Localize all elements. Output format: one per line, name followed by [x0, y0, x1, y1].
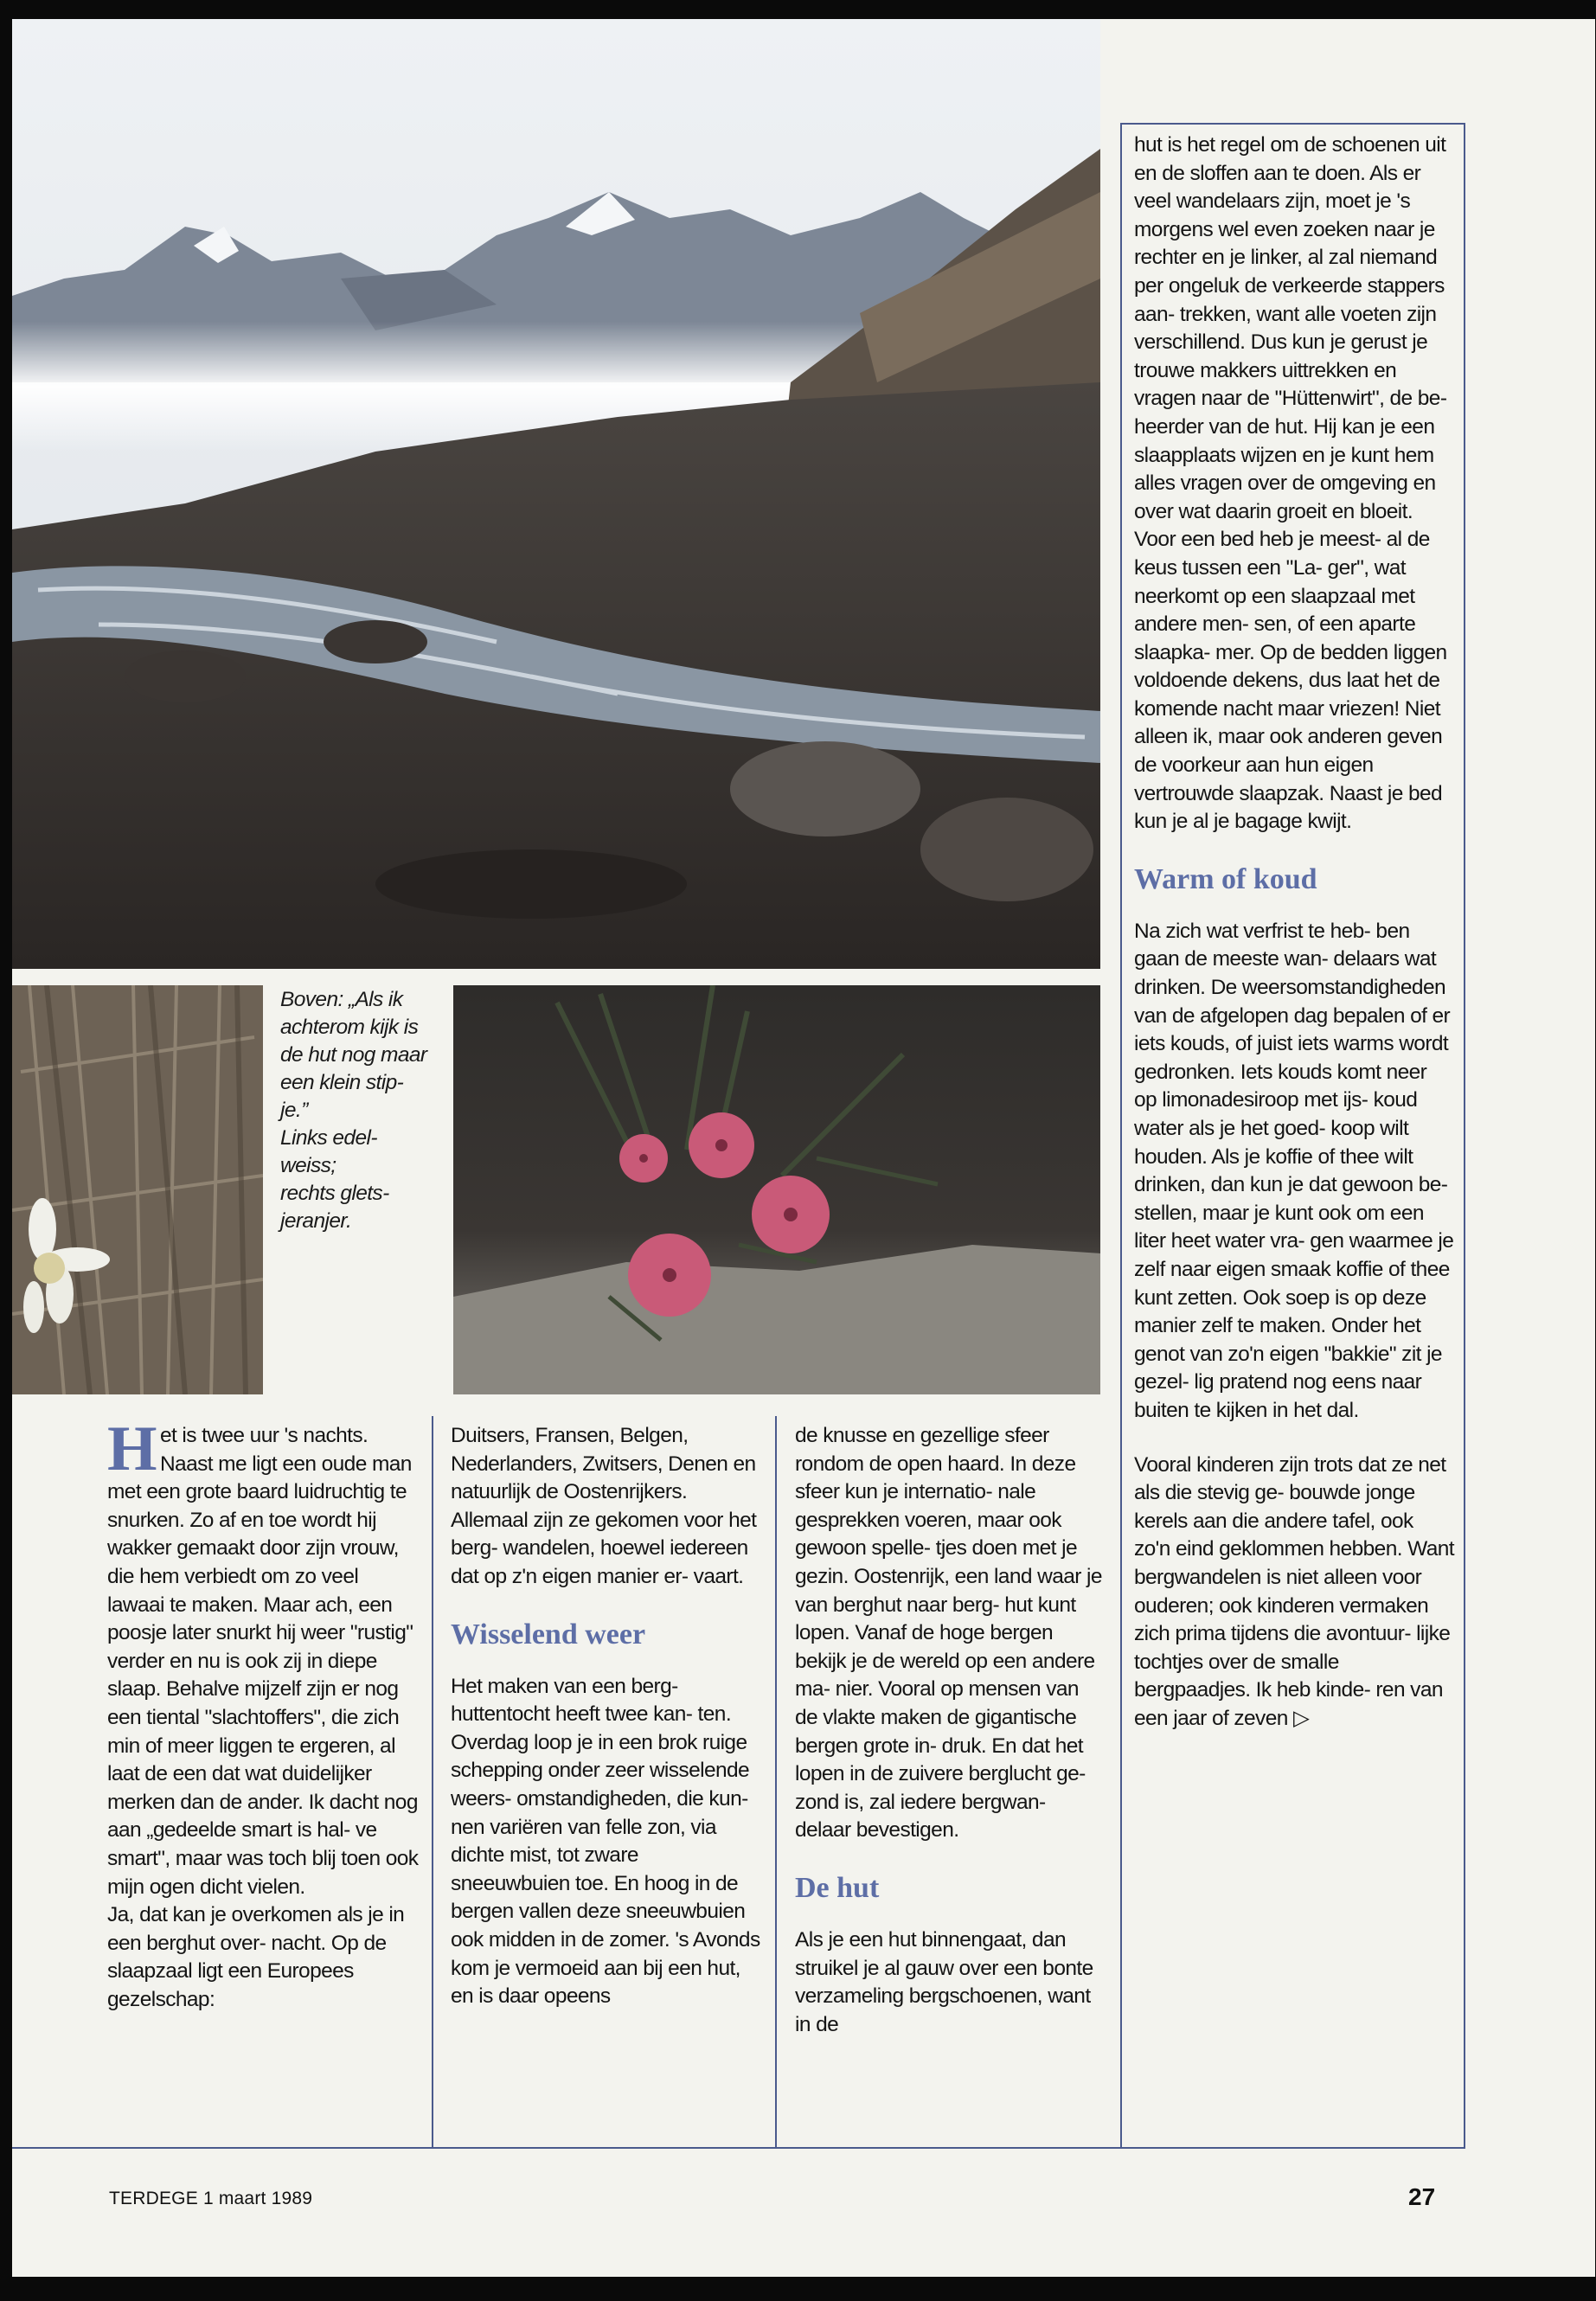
- col3-paragraph-2: Als je een hut binnengaat, dan struikel je al gauw over een bonte verzameling bergschoenen, want in de: [795, 1927, 1093, 2036]
- bottom-rule: [12, 2147, 1465, 2149]
- col3-paragraph-1: de knusse en gezellige sfeer rondom de open haard. In deze sfeer kun je internatio- nale gesprekken voeren, maar ook gewoon spelle- tjes doen met je gezin. Oostenrijk, een land waar je van berghut naar berg- hut kunt lopen. Vanaf de hoge bergen bekijk je de wereld op een andere ma- nier. Vooral op mensen van de vlakte maken de gigantische bergen grote in- druk. En dat het lopen in de zuivere berglucht ge- zond is, zal iedere bergwan- delaar bevestigen.: [795, 1424, 1102, 1843]
- heading-de-hut: De hut: [795, 1871, 880, 1904]
- col1-paragraph-2: Ja, dat kan je overkomen als je in een berghut over- nacht. Op de slaapzaal ligt een Europees gezelschap:: [107, 1903, 405, 2011]
- col4-paragraph-2: Na zich wat verfrist te heb- ben gaan de meeste wan- delaars wat drinken. De weersomstandigheden van de afgelopen dag bepalen of er iets kouds, of juist iets warms wordt gedronken. Iets kouds komt neer op limonadesiroop met ijs- koud water als je het goed- koop wilt houden. Als je koffie of thee wilt drinken, dan kun je dat gewoon be- stellen, maar je kunt ook om een liter heet water vra- gen waarmee je zelf naar eigen smaak koffie of thee kunt zetten. Ook soep is op deze manier zelf te maken. Onder het genot van zo'n eigen "bakkie" zit je gezel- lig pratend nog eens naar buiten te kijken in het dal.: [1134, 919, 1454, 1422]
- column-rule-4: [1464, 123, 1465, 2147]
- publication-footer: TERDEGE 1 maart 1989: [109, 2189, 313, 2208]
- dropcap: H: [107, 1413, 157, 1484]
- page-number: 27: [1408, 2183, 1436, 2210]
- caption-left-photo: Links edel- weiss;: [280, 1126, 377, 1177]
- column-rule-3: [1120, 123, 1122, 2147]
- edelweiss-photo: [12, 985, 263, 1394]
- article-column-4: [1134, 131, 1454, 1733]
- mountain-stream-photo: [12, 19, 1100, 969]
- col4-paragraph-3: Vooral kinderen zijn trots dat ze net als die stevig ge- bouwde jonge kerels aan die andere tafel, ook zo'n eind geklommen hebben. Want bergwandelen is niet alleen voor ouderen; ook kinderen vermaken zich prima tijdens die avontuur- lijke tochtjes over de smalle bergpaadjes. Ik heb kinde- ren van een jaar of zeven ▷: [1134, 1452, 1455, 1730]
- heading-warm-of-koud: Warm of koud: [1134, 862, 1317, 895]
- col2-paragraph-1: Duitsers, Fransen, Belgen, Nederlanders, Zwitsers, Denen en natuurlijk de Oostenrijkers. Allemaal zijn ze gekomen voor het berg- wandelen, hoewel iedereen dat op z'n eigen manier er- vaart.: [451, 1424, 757, 1588]
- heading-wisselend-weer: Wisselend weer: [451, 1618, 646, 1650]
- article-column-1: [107, 1413, 419, 2014]
- glacier-pink-flower-photo: [453, 985, 1100, 1394]
- caption-top-photo: Boven: „Als ik achterom kijk is de hut nog maar een klein stip- je.”: [280, 988, 427, 1122]
- article-column-3: [795, 1422, 1106, 2039]
- column-rule-1: [432, 1416, 433, 2147]
- col2-paragraph-2: Het maken van een berg- huttentocht heeft twee kan- ten. Overdag loop je in een brok ruige schepping onder zeer wisselende weers- omstandigheden, die kun- nen variëren van felle zon, via dichte mist, tot zware sneeuwbuien toe. En hoog in de bergen vallen deze sneeuwbuien ook midden in de zomer. 's Avonds kom je vermoeid aan bij een hut, en is daar opeens: [451, 1674, 760, 2009]
- col4-paragraph-1: hut is het regel om de schoenen uit en de sloffen aan te doen. Als er veel wandelaars zijn, moet je 's morgens wel even zoeken naar je rechter en je linker, al zal niemand per ongeluk de verkeerde stappers aan- trekken, want alle voeten zijn verschillend. Dus kun je gerust je trouwe makkers uittrekken en vragen naar de "Hüttenwirt", de be- heerder van de hut. Hij kan je een slaapplaats wijzen en je kunt hem alles vragen over de omgeving en over wat daarin groeit en bloeit. Voor een bed heb je meest- al de keus tussen een "La- ger", wat neerkomt op een slaapzaal met andere men- sen, of een aparte slaapka- mer. Op de bedden liggen voldoende dekens, dus laat het de komende nacht maar vriezen! Niet alleen ik, maar ook anderen geven de voorkeur aan hun eigen vertrouwde slaapzak. Naast je bed kun je al je bagage kwijt.: [1134, 133, 1447, 834]
- article-column-2: [451, 1422, 762, 2011]
- magazine-page: [12, 19, 1595, 2277]
- column-rule-2: [775, 1416, 777, 2147]
- col1-paragraph-1: et is twee uur 's nachts. Naast me ligt een oude man met een grote baard luidruchtig te snurken. Zo af en toe wordt hij wakker gemaakt door zijn vrouw, die hem verbiedt om zo veel lawaai te maken. Maar ach, een poosje later snurkt hij weer "rustig" verder en nu is ook zij in diepe slaap. Behalve mijzelf zijn er nog een tiental "slachtoffers", die zich min of meer liggen te ergeren, al laat de een dat wat duidelijker merken dan de ander. Ik dacht nog aan „gedeelde smart is hal- ve smart", maar was toch blij toen ook mijn ogen dicht vielen.: [107, 1424, 419, 1899]
- top-rule-right: [1120, 123, 1465, 125]
- caption-right-photo: rechts glets- jeranjer.: [280, 1182, 389, 1233]
- photo-caption: [280, 986, 427, 1235]
